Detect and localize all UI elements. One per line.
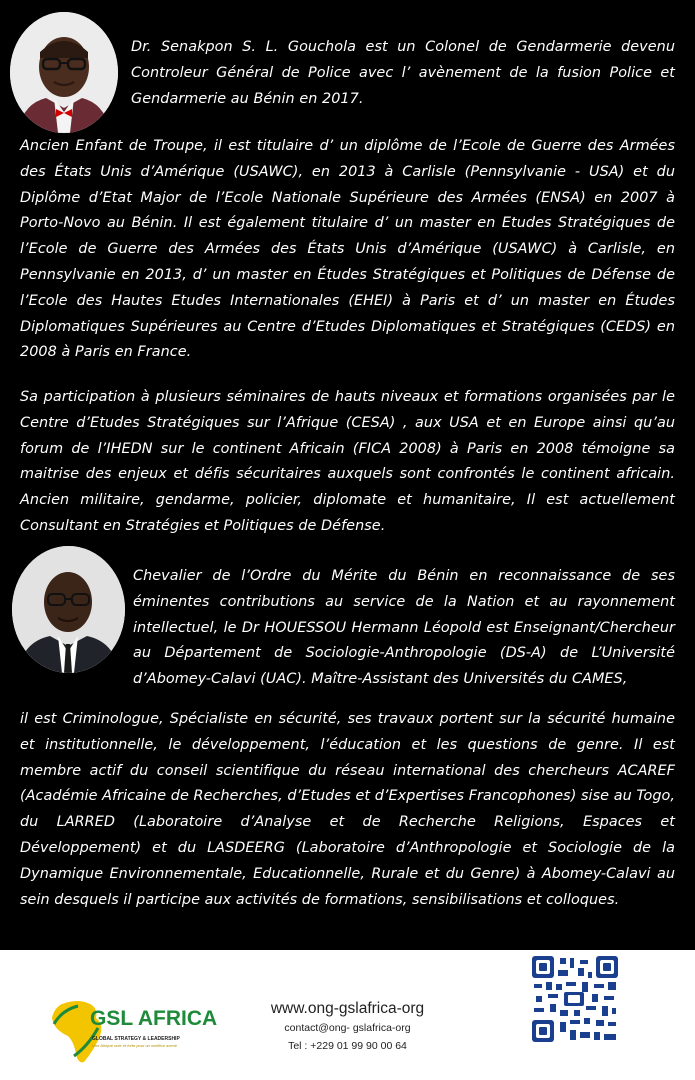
contact-phone: Tel : +229 01 99 90 00 64 [288, 1040, 407, 1052]
portrait-gouchola [10, 12, 118, 133]
logo-main-text: GSL AFRICA [90, 1007, 218, 1030]
logo-tagline: Une Afrique unie et forte pour un meilleur avenir [92, 1043, 178, 1048]
contact-email[interactable]: contact@ong- gslafrica-org [284, 1022, 411, 1034]
portrait-houessou [12, 546, 125, 673]
person-illustration [10, 12, 118, 133]
website-link[interactable]: www.ong-gslafrica-org [270, 1000, 425, 1017]
bio1-paragraph-3: Sa participation à plusieurs séminaires de hauts niveaux et formations organisées par le Centre d’Etudes Stratégiques sur l’Afrique (CESA) , aux USA et en Europe ainsi qu’au forum de l’IHEDN sur le continent Africain (FICA 2008) à Paris en 2008 témoigne sa maitrise des enjeux et défis sécuritaires auxquels sont confrontés le continent africain. Ancien militaire, gendarme, policier, diplomate et humanitaire, Il est actuellement Consultant en Stratégies et Politiques de Défense. [20, 389, 675, 534]
qr-code[interactable] [530, 954, 620, 1044]
bio1-intro: Dr. Senakpon S. L. Gouchola est un Colonel de Gendarmerie devenu Controleur Général de Police avec l’ avènement de la fusion Police et Gendarmerie au Bénin en 2017. [131, 39, 675, 107]
footer [0, 950, 695, 1080]
bio2-paragraph-2: il est Criminologue, Spécialiste en sécurité, ses travaux portent sur la sécurité humaine et institutionnelle, le développement, l’éducation et les questions de genre. Il est membre actif du conseil scientifique du réseau international des chercheurs ACAREF (Académie Africaine de Recherches, d’Etudes et d’Expertises Francophones) sise au Togo, du LARRED (Laboratoire d’Analyse et de Recherche Religions, Espaces et Développement) et du LASDEERG (Laboratoire d’Anthropologie et Sociologie de la Dynamique Environnementale, Educationnelle, Rurale et du Genre) à Abomey-Calavi au sein desquels il participe aux activités de formations, sensibilisations et colloques. [20, 711, 675, 908]
logo-subtitle: GLOBAL STRATEGY & LEADERSHIP [92, 1036, 180, 1042]
person-illustration [12, 546, 125, 673]
qr-code-icon [530, 954, 620, 1044]
bio2-intro: Chevalier de l’Ordre du Mérite du Bénin en reconnaissance de ses éminentes contributions au service de la Nation et au rayonnement intellectuel, le Dr HOUESSOU Hermann Léopold est Enseignant/Chercheur au Département de Sociologie-Anthropologie (DS-A) de L’Université d’Abomey-Calavi (UAC). Maître-Assistant des Universités du CAMES, [133, 568, 675, 688]
bio1-paragraph-2: Ancien Enfant de Troupe, il est titulaire d’ un diplôme de l’Ecole de Guerre des Armées des États Unis d’Amérique (USAWC), en 2013 à Carlisle (Pennsylvanie - USA) et du Diplôme d’Etat Major de l’Ecole Nationale Supérieure des Armées (ENSA) en 2007 à Porto-Novo au Bénin. Il est également titulaire d’ un master en Etudes Stratégiques de l’Ecole de Guerre des Armées des États Unis d’Amérique (USAWC) à Carlisle, en Pennsylvanie en 2013, d’ un master en Études Stratégiques et Politiques de Défense de l’Ecole des Hautes Etudes Internationales (EHEI) à Paris et d’ un master en Études Diplomatiques Supérieures au Centre d’Etudes Diplomatiques et Stratégiques (CEDS) en 2008 à Paris en France. [20, 138, 675, 361]
